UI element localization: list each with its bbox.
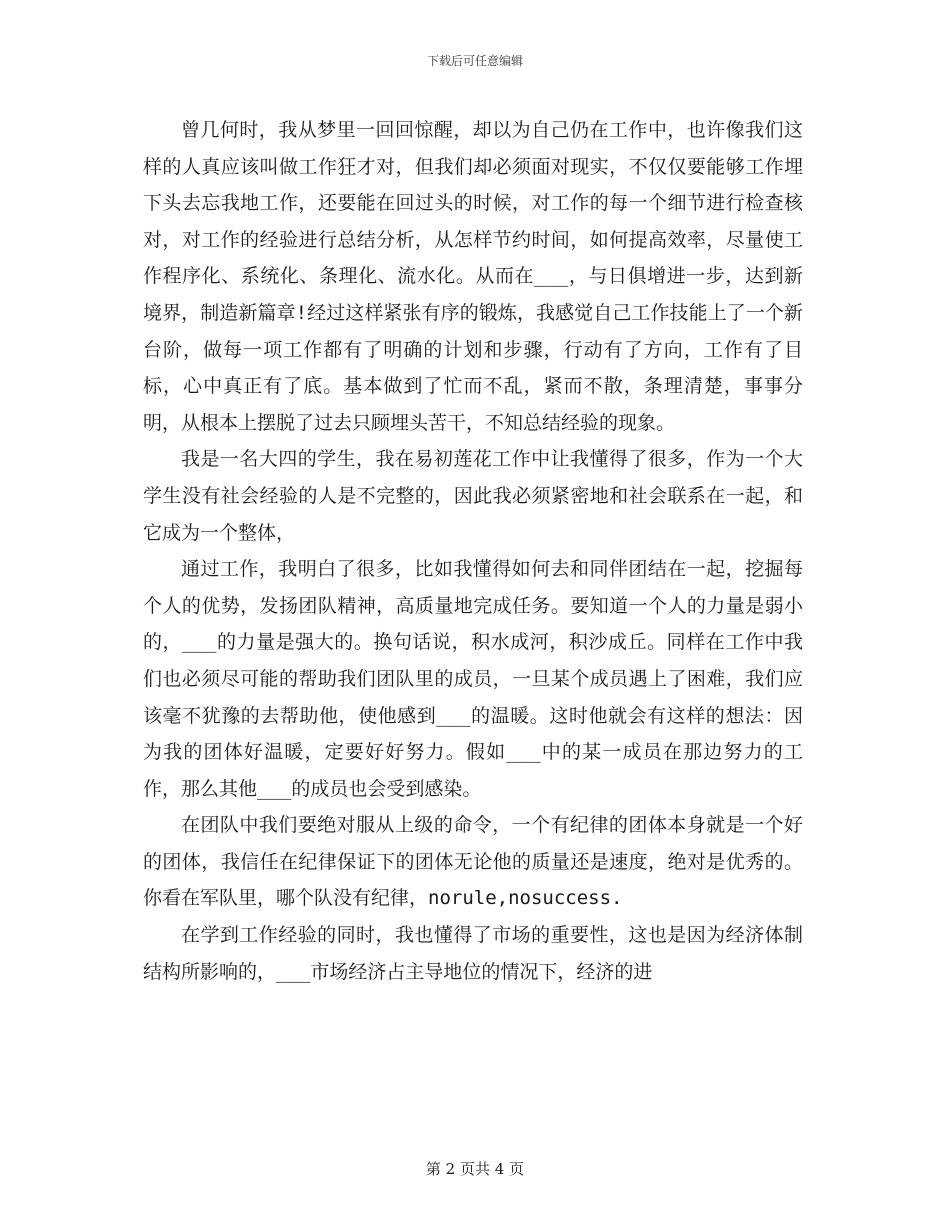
page-footer: 第 2 页共 4 页 xyxy=(425,1160,525,1178)
paragraph: 我是一名大四的学生，我在易初莲花工作中让我懂得了很多，作为一个大学生没有社会经验的人是不完整的，因此我必须紧密地和社会联系在一起，和它成为一个整体， xyxy=(143,448,803,544)
page-header: 下载后可任意编辑 xyxy=(426,54,523,68)
paragraph: 曾几何时，我从梦里一回回惊醒，却以为自己仍在工作中，也许像我们这样的人真应该叫做工作狂才对，但我们却必须面对现实，不仅仅要能够工作埋下头去忘我地工作，还要能在回过头的时候，对工作的每一个细节进行检查核对，对工作的经验进行总结分析，从怎样节约时间，如何提高效率，尽量使工作程序化、系统化、条理化、流水化。从而在___，与日俱增进一步，达到新境界，制造新篇章!经过这样紧张有序的锻炼，我感觉自己工作技能上了一个新台阶，做每一项工作都有了明确的计划和步骤，行动有了方向，工作有了目标，心中真正有了底。基本做到了忙而不乱，紧而不散，条理清楚，事事分明，从根本上摆脱了过去只顾埋头苦干，不知总结经验的现象。 xyxy=(143,119,803,434)
paragraph: 在团队中我们要绝对服从上级的命令，一个有纪律的团体本身就是一个好的团体，我信任在纪律保证下的团体无论他的质量还是速度，绝对是优秀的。你看在军队里，哪个队没有纪律，norule,nosuccess. xyxy=(143,814,803,910)
paragraph: 在学到工作经验的同时，我也懂得了市场的重要性，这也是因为经济体制结构所影响的，___市场经济占主导地位的情况下，经济的进 xyxy=(143,924,803,983)
paragraph: 通过工作，我明白了很多，比如我懂得如何去和同伴团结在一起，挖掘每个人的优势，发扬团队精神，高质量地完成任务。要知道一个人的力量是弱小的，___的力量是强大的。换句话说，积水成河，积沙成丘。同样在工作中我们也必须尽可能的帮助我们团队里的成员，一旦某个成员遇上了困难，我们应该毫不犹豫的去帮助他，使他感到___的温暖。这时他就会有这样的想法：因为我的团体好温暖，定要好好努力。假如___中的某一成员在那边努力的工作，那么其他___的成员也会受到感染。 xyxy=(143,558,803,800)
document-body xyxy=(143,112,803,990)
